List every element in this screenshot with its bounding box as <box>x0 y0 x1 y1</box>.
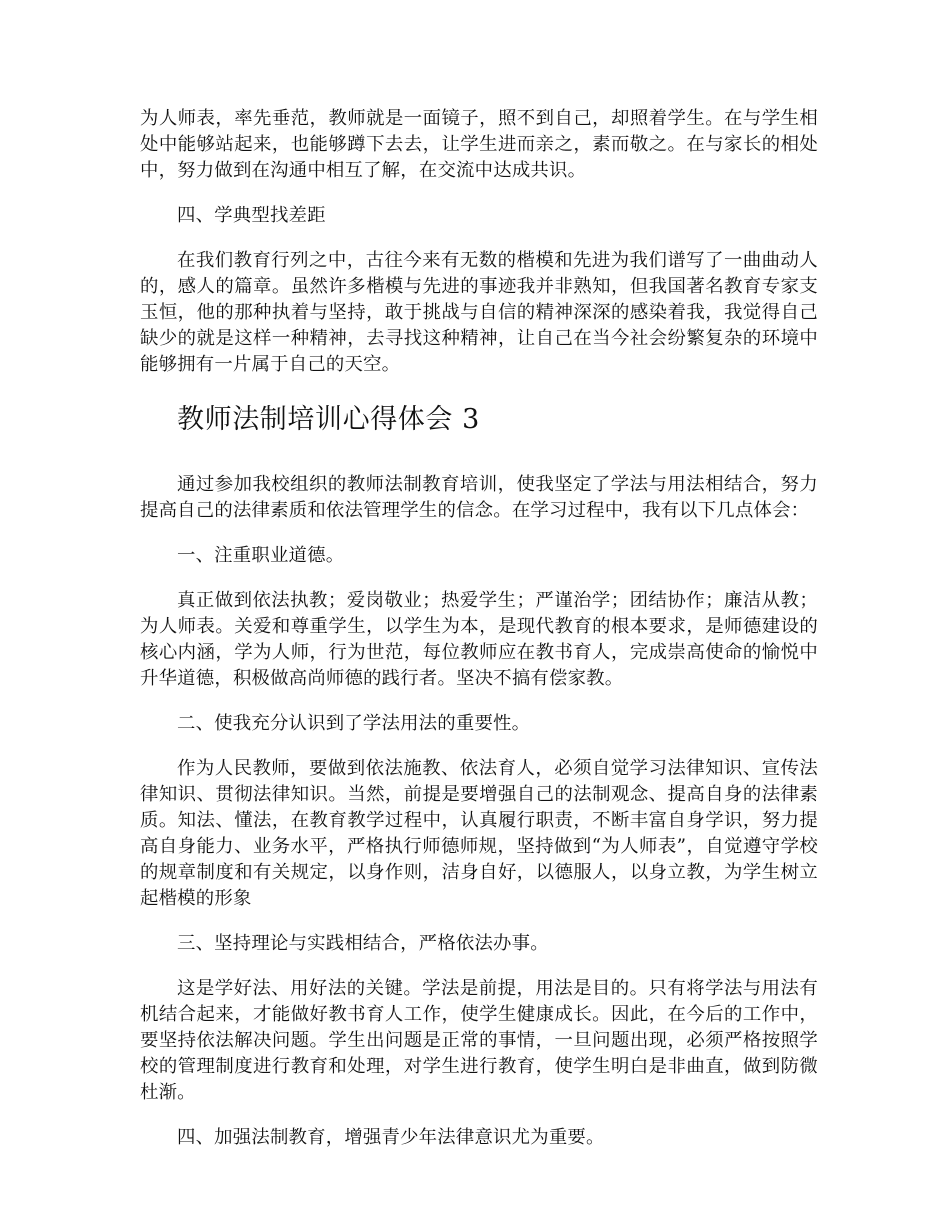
heading-legal-education: 四、加强法制教育，增强青少年法律意识尤为重要。 <box>177 1127 605 1148</box>
paragraph-intro: 通过参加我校组织的教师法制教育培训，使我坚定了学法与用法相结合，努力提高自己的法律素质和依法管理学生的信念。在学习过程中，我有以下几点体会： <box>140 474 818 521</box>
document-page <box>140 106 818 1151</box>
paragraph-role-model-continued: 为人师表，率先垂范，教师就是一面镜子，照不到自己，却照着学生。在与学生相处中能够站起来，也能够蹲下去去，让学生进而亲之，素而敬之。在与家长的相处中，努力做到在沟通中相互了解，在交流中达成共识。 <box>140 108 818 181</box>
heading-importance-of-law: 二、使我充分认识到了学法用法的重要性。 <box>177 713 531 734</box>
paragraph-learn-from-models: 在我们教育行列之中，古往今来有无数的楷模和先进为我们谱写了一曲曲动人的，感人的篇章。虽然许多楷模与先进的事迹我并非熟知，但我国著名教育专家支玉恒，他的那种执着与坚持，敢于挑战与自信的精神深深的感染着我，我觉得自己缺少的就是这样一种精神，去寻找这种精神，让自己在当今社会纷繁复杂的环境中能够拥有一片属于自己的天空。 <box>140 250 818 375</box>
section-title: 教师法制培训心得体会 3 <box>177 404 480 435</box>
paragraph-theory-and-practice: 这是学好法、用好法的关键。学法是前提，用法是目的。只有将学法与用法有机结合起来，才能做好教书育人工作，使学生健康成长。因此，在今后的工作中，要坚持依法解决问题。学生出问题是正常的事情，一旦问题出现，必须严格按照学校的管理制度进行教育和处理，对学生进行教育，使学生明白是非曲直，做到防微杜渐。 <box>140 978 818 1103</box>
paragraph-importance-of-law: 作为人民教师，要做到依法施教、依法育人，必须自觉学习法律知识、宣传法律知识、贯彻法律知识。当然，前提是要增强自己的法制观念、提高自身的法律素质。知法、懂法，在教育教学过程中，认真履行职责，不断丰富自身学识，努力提高自身能力、业务水平，严格执行师德师规，坚持做到“为人师表”，自觉遵守学校的规章制度和有关规定，以身作则，洁身自好，以德服人，以身立教，为学生树立起楷模的形象 <box>140 758 818 909</box>
paragraph-professional-ethics: 真正做到依法执教；爱岗敬业；热爱学生；严谨治学；团结协作；廉洁从教；为人师表。关爱和尊重学生，以学生为本，是现代教育的根本要求，是师德建设的核心内涵，学为人师，行为世范，每位教师应在教书育人，完成崇高使命的愉悦中升华道德，积极做高尚师德的践行者。坚决不搞有偿家教。 <box>140 590 818 689</box>
heading-professional-ethics: 一、注重职业道德。 <box>177 545 345 566</box>
heading-learn-from-models: 四、学典型找差距 <box>177 205 326 226</box>
heading-theory-and-practice: 三、坚持理论与实践相结合，严格依法办事。 <box>177 933 549 954</box>
